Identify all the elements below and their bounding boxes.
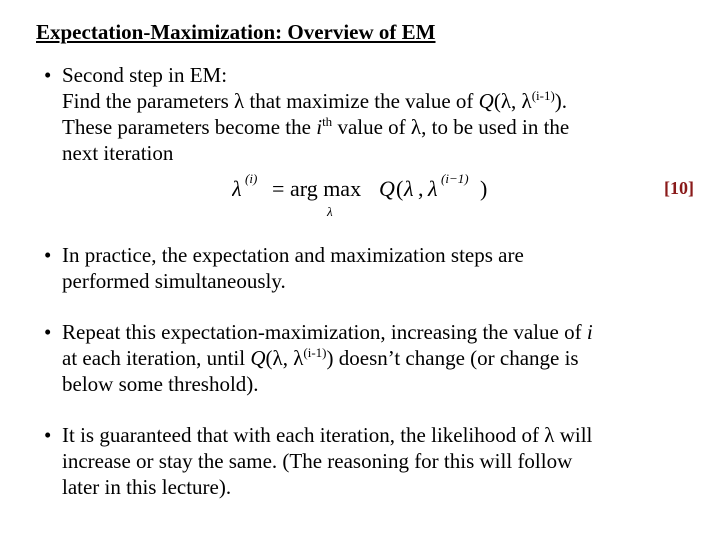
formula-comma: ,: [418, 176, 424, 201]
slide-title: Expectation-Maximization: Overview of EM: [36, 20, 436, 44]
formula-arg-lambda2: λ: [428, 176, 438, 201]
bullet-guaranteed: [44, 422, 684, 500]
bullet-line: Second step in EM:: [62, 63, 228, 87]
argmax-formula: [232, 168, 502, 224]
formula-lhs: λ: [232, 176, 242, 201]
formula-arg-lambda: λ: [404, 176, 414, 201]
bullet-in-practice: [44, 242, 684, 294]
bullet-icon: •: [44, 320, 52, 344]
bullet-icon: •: [44, 63, 52, 87]
formula-paren: (: [396, 176, 404, 201]
formula-argmax: arg max: [290, 176, 362, 201]
bullet-line: increase or stay the same. (The reasoning for this will follow: [62, 449, 573, 473]
bullet-icon: •: [44, 423, 52, 447]
bullet-line: next iteration: [62, 141, 174, 165]
bullet-line: later in this lecture).: [62, 475, 232, 499]
bullet-line: It is guaranteed that with each iteration, the likelihood of λ will: [62, 423, 593, 447]
citation-link[interactable]: [10]: [664, 178, 694, 198]
bullet-line: below some threshold).: [62, 372, 259, 396]
formula-eq: =: [272, 176, 285, 201]
bullet-repeat: [44, 319, 684, 397]
bullet-line: at each iteration, until Q(λ, $\lambda^{(i-1)}$) doesn’t change (or change is: [62, 345, 579, 370]
formula-lhs-sup: (i): [245, 171, 258, 186]
formula-q: Q: [379, 176, 395, 201]
bullet-second-step: [44, 62, 684, 166]
bullet-line: Repeat this expectation-maximization, increasing the value of i: [62, 320, 593, 344]
bullet-icon: •: [44, 243, 52, 267]
formula-arg-sup: (i−1): [441, 171, 469, 186]
bullet-line: Find the parameters λ that maximize the value of Q(λ, $\lambda^{(i-1)}$).: [62, 88, 568, 113]
bullet-line: performed simultaneously.: [62, 269, 286, 293]
formula-sub: λ: [327, 204, 333, 219]
bullet-line: In practice, the expectation and maximization steps are: [62, 243, 524, 267]
formula-close: ): [480, 176, 488, 201]
bullet-line: These parameters become the $i^{th}$ value of λ, to be used in the: [62, 114, 570, 139]
